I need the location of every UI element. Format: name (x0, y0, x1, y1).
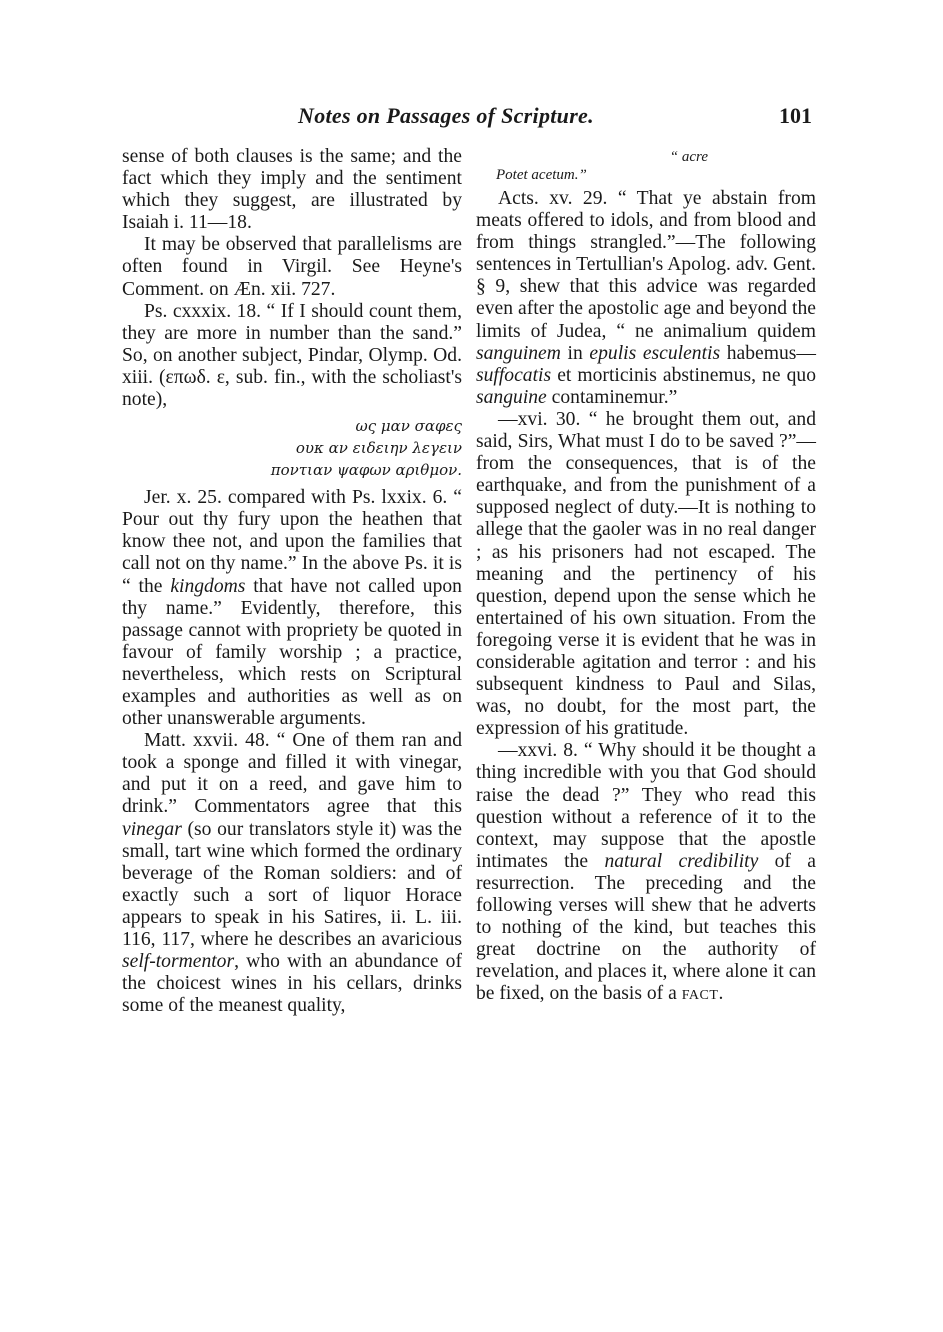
right-column (476, 146, 816, 1005)
greek-line-1: ως μαν σαφες (355, 417, 462, 436)
paragraph-acts-xxvi: —xxvi. 8. “ Why should it be thought a thing incredible with you that God should raise the dead ?” They who read this question without a reference of it to the context, may suppose that the apostle intimates the natural credibility of a resurrection. The preceding and the following verses will shew that he adverts to nothing of the kind, but teaches this great doctrine on the authority of revelation, and places it, where alone it can be fixed, on the basis of a fact. (476, 740, 816, 1005)
paragraph-acts-xv: Acts. xv. 29. “ That ye abstain from meats offered to idols, and from blood and from things strangled.”—The following sentences in Tertullian's Apolog. adv. Gent. § 9, shew that this advice was regarded even after the apostolic age and beyond the limits of Judea, “ ne animalium quidem sanguinem in epulis esculentis habemus—suffocatis et morticinis abstinemus, ne quo sanguine contaminemur.” (476, 188, 816, 408)
page-header (120, 103, 820, 133)
running-title: Notes on Passages of Scripture. (298, 103, 594, 128)
page-number: 101 (779, 103, 812, 128)
paragraph-jeremiah: Jer. x. 25. compared with Ps. lxxix. 6. “ Pour out thy fury upon the heathen that know thee not, and upon the families that call not on thy name.” In the above Ps. it is “ the kingdoms that have not called upon thy name.” Evidently, therefore, this passage cannot with propriety be quoted in favour of family worship ; a practice, nevertheless, which rests on Scriptural examples and authorities as well as on other unanswerable arguments. (122, 487, 462, 730)
greek-line-3: ποντιαν ψαφων αριθμον. (270, 461, 462, 480)
paragraph-virgil: It may be observed that parallelisms are often found in Virgil. See Heyne's Comment. on Æn. xii. 727. (122, 234, 462, 300)
greek-quotation (122, 415, 462, 481)
horace-quotation (476, 146, 816, 188)
horace-quote-line-2: Potet acetum.” (496, 167, 587, 183)
paragraph-psalm-cxxxix: Ps. cxxxix. 18. “ If I should count them, they are more in number than the sand.” So, on another subject, Pindar, Olymp. Od. xiii. (επωδ. ε, sub. fin., with the scholiast's note), (122, 300, 462, 411)
horace-quote-line-1: “ acre (669, 149, 708, 165)
greek-line-2: ουκ αν ειδειην λεγειν (295, 439, 462, 458)
paragraph-matthew: Matt. xxvii. 48. “ One of them ran and took a sponge and filled it with vinegar, and put it on a reed, and gave him to drink.” Commentators agree that this vinegar (so our translators style it) was the small, tart wine which formed the ordinary beverage of the Roman soldiers: and of exactly such a sort of liquor Horace appears to speak in his Satires, ii. L. iii. 116, 117, where he describes an avaricious self-tormentor, who with an abundance of the choicest wines in his cellars, drinks some of the meanest quality, (122, 730, 462, 1017)
left-column (122, 146, 462, 1017)
paragraph-isaiah: sense of both clauses is the same; and the fact which they imply and the sentiment which they suggest, are illustrated by Isaiah i. 11—18. (122, 146, 462, 234)
paragraph-acts-xvi: —xvi. 30. “ he brought them out, and said, Sirs, What must I do to be saved ?”—from the consequences, that is of the earthquake, and from the punishment of a supposed neglect of duty.—It is nothing to allege that the gaoler was in no real danger ; as his prisoners had not escaped. The meaning and the pertinency of his question, depend upon the sense which he entertained of his own situation. From the foregoing verse it is evident that he was in considerable agitation and terror : and his subsequent kindness to Paul and Silas, was, no doubt, for the most part, the expression of his gratitude. (476, 408, 816, 740)
